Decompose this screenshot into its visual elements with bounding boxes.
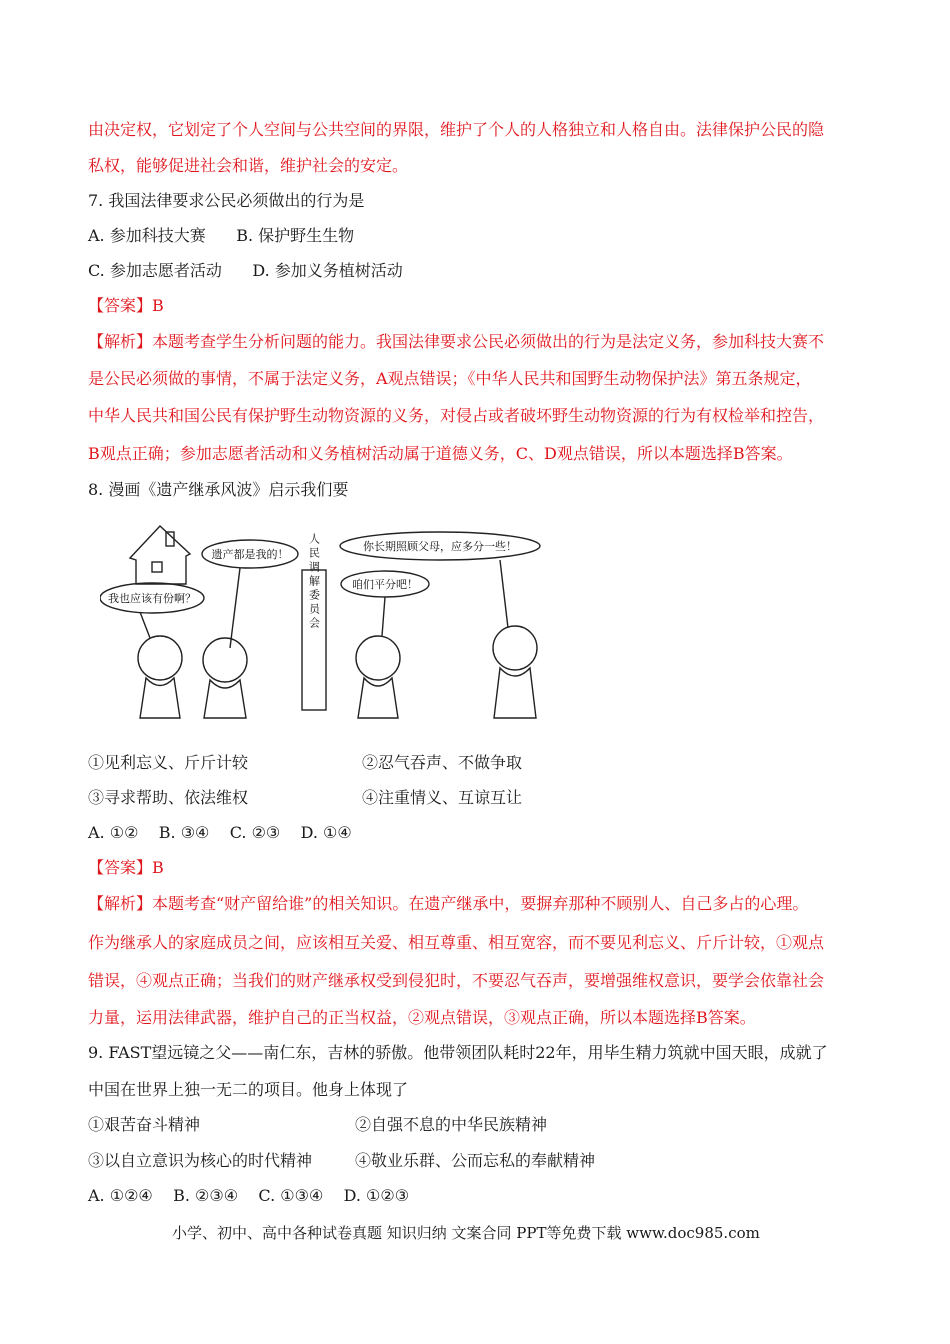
- person-left-icon: [138, 636, 182, 680]
- question-7-analysis-line-2: 是公民必须做的事情，不属于法定义务，A观点错误；《中华人民共和国野生动物保护法》第五条规定，: [88, 369, 812, 388]
- bubble-left-text: 我也应该有份啊？: [108, 592, 196, 605]
- question-7-stem: 7. 我国法律要求公民必须做出的行为是: [88, 191, 365, 210]
- question-8-stem: 8. 漫画《遗产继承风波》启示我们要: [88, 480, 349, 499]
- question-8-item-1: ①见利忘义、斤斤计较: [88, 753, 249, 772]
- question-7-analysis-line-1: 【解析】本题考查学生分析问题的能力。我国法律要求公民必须做出的行为是法定义务，参加科技大赛不: [88, 332, 825, 351]
- prev-analysis-line-2: 私权，能够促进社会和谐，维护社会的安定。: [88, 156, 409, 175]
- person-mid-icon: [203, 638, 247, 682]
- house-icon: [130, 526, 190, 584]
- question-8-analysis-line-2: 作为继承人的家庭成员之间，应该相互关爱、相互尊重、相互宽容，而不要见利忘义、斤斤计较，①观点: [88, 933, 825, 952]
- question-9-item-1: ①艰苦奋斗精神: [88, 1115, 201, 1134]
- question-7-answer: 【答案】B: [88, 296, 164, 315]
- question-8-answer: 【答案】B: [88, 858, 164, 877]
- bubble-right-mid-text: 咱们平分吧！: [352, 578, 418, 591]
- person-mediator-icon: [356, 636, 400, 680]
- question-9-stem-line-1: 9. FAST望远镜之父——南仁东，吉林的骄傲。他带领团队耗时22年，用毕生精力筑就中国天眼，成就了: [88, 1043, 828, 1062]
- question-9-item-3: ③以自立意识为核心的时代精神: [88, 1151, 313, 1170]
- bubble-mid-text: 遗产都是我的！: [211, 548, 289, 561]
- question-9-item-4: ④敬业乐群、公而忘私的奉献精神: [355, 1151, 596, 1170]
- question-8-item-3: ③寻求帮助、依法维权: [88, 788, 249, 807]
- question-7-analysis-line-3: 中华人民共和国公民有保护野生动物资源的义务，对侵占或者破坏野生动物资源的行为有权检举和控告，: [88, 406, 825, 425]
- question-8-analysis-line-4: 力量，运用法律武器，维护自己的正当权益，②观点错误，③观点正确，所以本题选择B答案。: [88, 1008, 756, 1027]
- question-9-options: A. ①②④ B. ②③④ C. ①③④ D. ①②③: [88, 1186, 410, 1205]
- question-9-item-2: ②自强不息的中华民族精神: [355, 1115, 548, 1134]
- person-right-icon: [493, 626, 537, 670]
- question-8-analysis-line-3: 错误，④观点正确；当我们的财产继承权受到侵犯时，不要忍气吞声，要增强维权意识，要学会依靠社会: [88, 971, 825, 990]
- prev-analysis-line-1: 由决定权，它划定了个人空间与公共空间的界限，维护了个人的人格独立和人格自由。法律保护公民的隐: [88, 120, 825, 139]
- page-footer: 小学、初中、高中各种试卷真题 知识归纳 文案合同 PPT等免费下载 www.doc985.com: [172, 1224, 760, 1242]
- question-8-analysis-line-1: 【解析】本题考查“财产留给谁”的相关知识。在遗产继承中，要摒弃那种不顾别人、自己多占的心理。: [88, 894, 809, 913]
- question-8-options: A. ①② B. ③④ C. ②③ D. ①④: [88, 823, 352, 842]
- inheritance-cartoon: [100, 518, 560, 726]
- question-9-stem-line-2: 中国在世界上独一无二的项目。他身上体现了: [88, 1080, 409, 1099]
- question-8-item-2: ②忍气吞声、不做争取: [362, 753, 523, 772]
- bubble-right-top-text: 你长期照顾父母，应多分一些！: [363, 540, 517, 553]
- question-7-analysis-line-4: B观点正确；参加志愿者活动和义务植树活动属于道德义务，C、D观点错误，所以本题选择B答案。: [88, 444, 793, 463]
- question-7-options-row-2: C. 参加志愿者活动 D. 参加义务植树活动: [88, 261, 403, 280]
- question-8-item-4: ④注重情义、互谅互让: [362, 788, 523, 807]
- sign-text: 人民调解委员会: [307, 533, 321, 631]
- question-7-options-row-1: A. 参加科技大赛 B. 保护野生生物: [88, 226, 355, 245]
